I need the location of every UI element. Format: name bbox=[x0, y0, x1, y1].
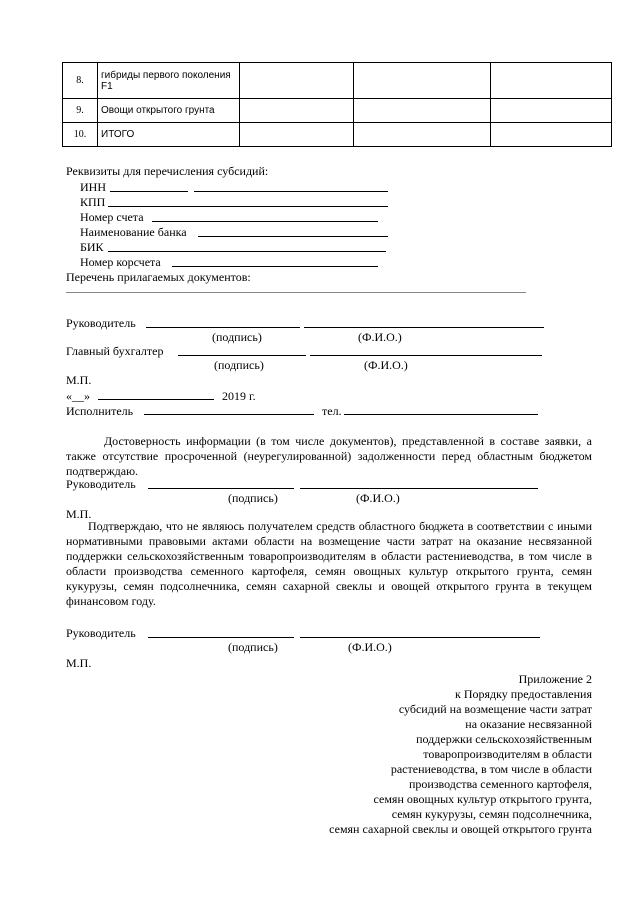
appendix-line: семян овощных культур открытого грунта, bbox=[373, 792, 592, 806]
stamp-placeholder: М.П. bbox=[66, 373, 92, 387]
date-day: «__» bbox=[66, 389, 90, 403]
accountant-signature-line[interactable] bbox=[178, 355, 306, 356]
corr-line[interactable] bbox=[172, 266, 378, 267]
head-signature-line[interactable] bbox=[146, 327, 300, 328]
fio-caption: (Ф.И.О.) bbox=[356, 491, 400, 505]
confirm-text-2: Подтверждаю, что не являюсь получателем средств областного бюджета в соответствии с иными нормативными правовыми актами области на возмещение части затрат на оказание несвязанной поддержки сельскохозяйственным товаропроизводителям в области растениеводства, в том числе в области производства семенного картофеля, семян овощных культур открытого грунта, семян кукурузы, семян подсолнечника, семян сахарной свеклы и овощей открытого грунта в текущем финансовом году. bbox=[66, 519, 592, 608]
date-year: 2019 г. bbox=[222, 389, 256, 403]
corr-label: Номер корсчета bbox=[80, 255, 161, 269]
table-row bbox=[63, 63, 612, 99]
table-row bbox=[63, 123, 612, 147]
tel-line[interactable] bbox=[344, 414, 538, 415]
bank-label: Наименование банка bbox=[80, 225, 187, 239]
account-line[interactable] bbox=[152, 221, 378, 222]
bank-line[interactable] bbox=[198, 236, 388, 237]
row-number: 10. bbox=[63, 123, 98, 147]
table-cell bbox=[491, 123, 612, 147]
stamp-placeholder: М.П. bbox=[66, 507, 92, 521]
accountant-label: Главный бухгалтер bbox=[66, 344, 164, 358]
table-row bbox=[63, 99, 612, 123]
appendix-line: производства семенного картофеля, bbox=[408, 777, 592, 791]
fio-caption: (Ф.И.О.) bbox=[358, 330, 402, 344]
executor-label: Исполнитель bbox=[66, 404, 134, 418]
signature-caption: (подпись) bbox=[212, 330, 262, 344]
table-cell bbox=[354, 123, 491, 147]
row-name bbox=[98, 63, 240, 99]
kpp-label: КПП bbox=[80, 195, 106, 209]
row-number: 9. bbox=[63, 99, 98, 123]
appendix-line: к Порядку предоставления bbox=[454, 687, 592, 701]
stamp-placeholder: М.П. bbox=[66, 656, 92, 670]
head-fio-line[interactable] bbox=[300, 637, 540, 638]
table-cell bbox=[491, 99, 612, 123]
table-cell bbox=[240, 63, 354, 99]
appendix-line: на оказание несвязанной bbox=[465, 717, 592, 731]
fio-caption: (Ф.И.О.) bbox=[348, 640, 392, 654]
inn-label: ИНН bbox=[80, 180, 106, 194]
signature-caption: (подпись) bbox=[214, 358, 264, 372]
head-label: Руководитель bbox=[66, 477, 136, 491]
appendix-line: товаропроизводителям в области bbox=[423, 747, 592, 761]
head-label: Руководитель bbox=[66, 626, 136, 640]
accountant-fio-line[interactable] bbox=[310, 355, 542, 356]
inn-line-part1[interactable] bbox=[110, 191, 188, 192]
table-cell bbox=[491, 63, 612, 99]
row-name-line1: гибриды первого поколения bbox=[101, 69, 231, 81]
signature-caption: (подпись) bbox=[228, 491, 278, 505]
appendix-line: Приложение 2 bbox=[518, 672, 592, 686]
head-label: Руководитель bbox=[66, 316, 136, 330]
subsidy-table bbox=[62, 62, 612, 147]
head-fio-line[interactable] bbox=[304, 327, 544, 328]
table-cell bbox=[240, 123, 354, 147]
account-label: Номер счета bbox=[80, 210, 144, 224]
fio-caption: (Ф.И.О.) bbox=[364, 358, 408, 372]
row-name: Овощи открытого грунта bbox=[98, 99, 240, 123]
row-name-line2: F1 bbox=[101, 80, 113, 92]
appendix-heading bbox=[329, 672, 592, 837]
appendix-line: семян кукурузы, семян подсолнечника, bbox=[391, 807, 592, 821]
appendix-line: поддержки сельскохозяйственным bbox=[416, 732, 592, 746]
appendix-line: семян сахарной свеклы и овощей открытого грунта bbox=[329, 822, 592, 836]
table-cell bbox=[354, 63, 491, 99]
kpp-line[interactable] bbox=[108, 206, 388, 207]
bik-label: БИК bbox=[80, 240, 104, 254]
head-fio-line[interactable] bbox=[300, 488, 538, 489]
appendix-line: субсидий на возмещение части затрат bbox=[398, 702, 592, 716]
date-month-line[interactable] bbox=[98, 399, 214, 400]
row-name: ИТОГО bbox=[98, 123, 240, 147]
confirm-text-1: Достоверность информации (в том числе документов), представленной в составе заявки, а также отсутствие просроченной (неурегулированной) задолженности перед областным бюджетом подтверждаю. bbox=[66, 434, 592, 478]
tel-label: тел. bbox=[322, 404, 342, 418]
docs-label: Перечень прилагаемых документов: bbox=[66, 270, 251, 284]
row-number: 8. bbox=[63, 63, 98, 99]
executor-line[interactable] bbox=[144, 414, 314, 415]
appendix-line: растениеводства, в том числе в области bbox=[390, 762, 592, 776]
bik-line[interactable] bbox=[108, 251, 386, 252]
signature-caption: (подпись) bbox=[228, 640, 278, 654]
inn-line-part2[interactable] bbox=[194, 191, 388, 192]
head-signature-line[interactable] bbox=[148, 637, 294, 638]
docs-line[interactable] bbox=[66, 292, 526, 293]
requisites-heading: Реквизиты для перечисления субсидий: bbox=[66, 164, 269, 178]
head-signature-line[interactable] bbox=[148, 488, 294, 489]
table-cell bbox=[240, 99, 354, 123]
table-cell bbox=[354, 99, 491, 123]
